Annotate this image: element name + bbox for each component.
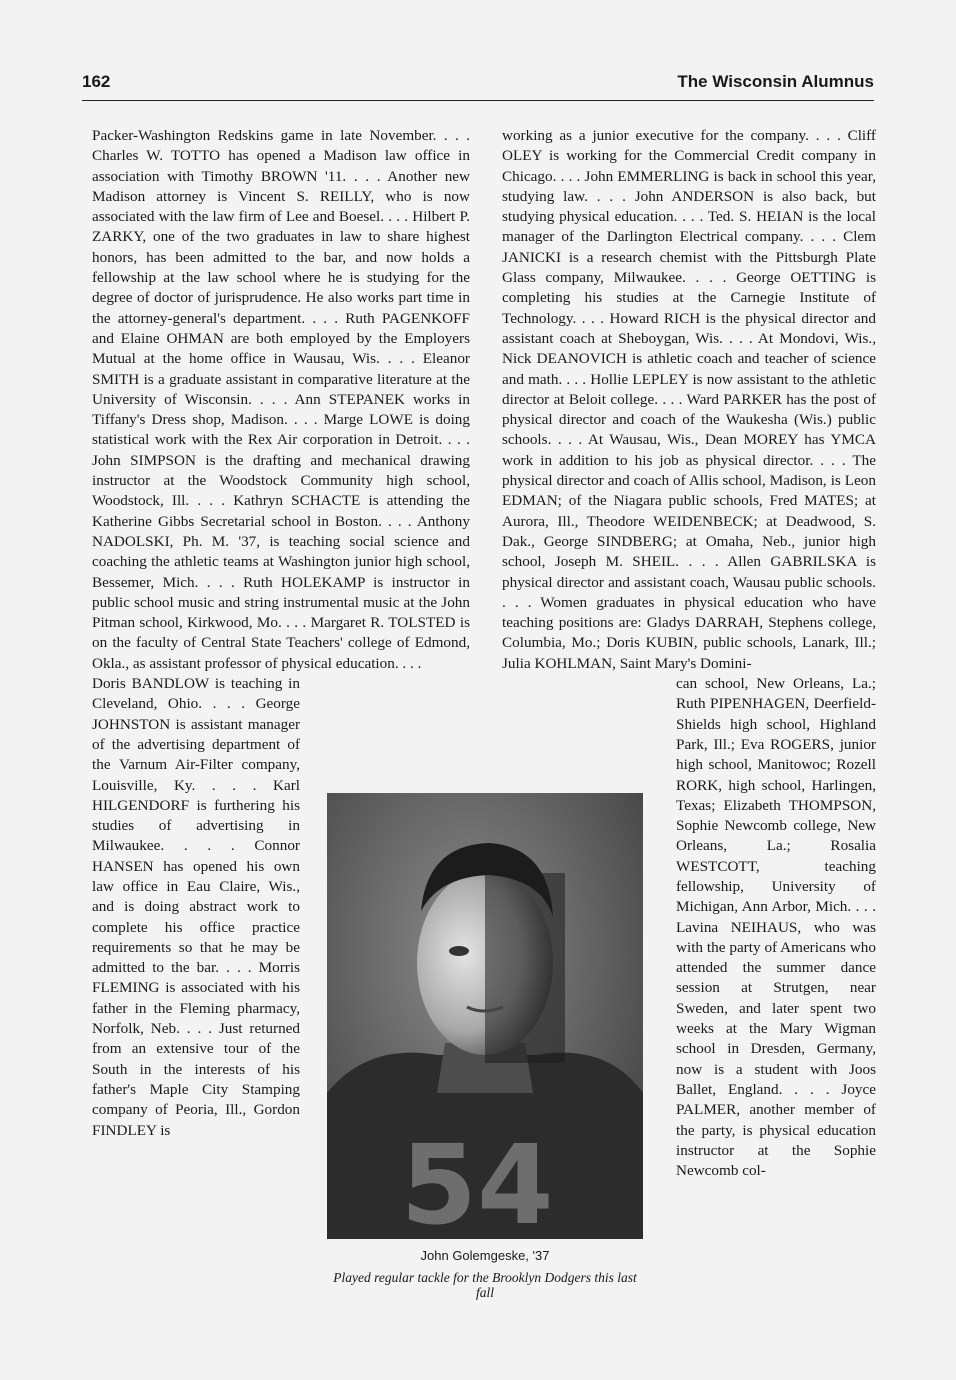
player-portrait-image — [327, 793, 643, 1239]
player-photo — [327, 793, 643, 1239]
photo-caption-name: John Golemgeske, '37 — [420, 1248, 550, 1263]
jersey-number: 54 — [400, 1121, 554, 1239]
page-number: 162 — [82, 72, 111, 91]
photo-caption-description: Played regular tackle for the Brooklyn Dodgers this last fall — [333, 1270, 637, 1300]
page-header — [82, 72, 874, 98]
left-column-lower-text: Doris BANDLOW is teaching in Cleveland, Ohio. . . . George JOHNSTON is assistant manager of the advertising department of the Varnum Air-Filter company, Louisville, Ky. . . . Karl HILGENDORF is furthering his studies of advertising in Milwaukee. . . . Connor HANSEN has opened his own law office in Eau Claire, Wis., and is doing abstract work to complete his office practice requirements so that he may be admitted to the bar. . . . Morris FLEMING is associated with his father in the Fleming pharmacy, Norfolk, Neb. . . . Just returned from an extensive tour of the South in the interests of his father's Maple City Stamping company of Peoria, Ill., Gordon FINDLEY is — [92, 675, 300, 1139]
header-divider — [82, 100, 874, 101]
magazine-title: The Wisconsin Alumnus — [677, 72, 874, 91]
right-column-lower-text: can school, New Orleans, La.; Ruth PIPENHAGEN, Deerfield-Shields high school, Highland Park, Ill.; Eva ROGERS, junior high school, Manitowoc; Rozell RORK, high school, Harlingen, Texas; Elizabeth THOMPSON, Sophie Newcomb college, New Orleans, La.; Rosalia WESTCOTT, teaching fellowship, University of Michigan, Ann Arbor, Mich. . . . Lavina NEIHAUS, who was with the party of Americans who attended the summer dance session at Strutgen, near Sweden, and later spent two weeks at the Mary Wigman school in Dresden, Germany, now is a student with Joos Ballet, England. . . . Joyce PALMER, another member of the party, is physical education instructor at the Sophie Newcomb col- — [676, 675, 876, 1180]
left-column-upper-text: Packer-Washington Redskins game in late November. . . . Charles W. TOTTO has opened a Madison law office in association with Timothy BROWN '11. . . . Another new Madison attorney is Vincent S. REILLY, who is now associated with the law firm of Lee and Boesel. . . . Hilbert P. ZARKY, one of the two graduates in law to share highest honors, has been admitted to the bar, and now holds a fellowship at the law school where he is studying for the degree of doctor of jurisprudence. He also works part time in the attorney-general's department. . . . Ruth PAGENKOFF and Elaine OHMAN are both employed by the Employers Mutual at the home office in Wausau, Wis. . . . Eleanor SMITH is a graduate assistant in comparative literature at the University of Wisconsin. . . . Ann STEPANEK works in Tiffany's Dress shop, Madison. . . . Marge LOWE is doing statistical work with the Rex Air corporation in Detroit. . . . John SIMPSON is the drafting and mechanical drawing instructor at the Woodstock Community high school, Woodstock, Ill. . . . Kathryn SCHACTE is attending the Katherine Gibbs Secretarial school in Boston. . . . Anthony NADOLSKI, Ph. M. '37, is teaching social science and coaching the athletic teams at Washington junior high school, Bessemer, Mich. . . . Ruth HOLEKAMP is instructor in public school music and string instrumental music at the John Pitman school, Kirkwood, Mo. . . . Margaret R. TOLSTED is on the faculty of Central State Teachers' college of Edmond, Okla., as assistant professor of physical education. . . . — [92, 127, 470, 672]
right-column-upper-text: working as a junior executive for the company. . . . Cliff OLEY is working for the Commercial Credit company in Chicago. . . . John EMMERLING is back in school this year, studying law. . . . John ANDERSON is also back, but studying physical education. . . . Ted. S. HEIAN is the local manager of the Darlington Electrical company. . . . Clem JANICKI is a research chemist with the Pittsburgh Plate Glass company, Milwaukee. . . . George OETTING is completing his studies at the Carnegie Institute of Technology. . . . Howard RICH is the physical director and assistant coach at Sheboygan, Wis. . . . At Mondovi, Wis., Nick DEANOVICH is athletic coach and teacher of science and math. . . . Hollie LEPLEY is now assistant to the athletic director at Beloit college. . . . Ward PARKER has the post of physical director and coach of the Waukesha (Wis.) public schools. . . . At Wausau, Wis., Dean MOREY has YMCA work in addition to his job as physical director. . . . The physical director and coach of Allis school, Madison, is Leon EDMAN; of the Niagara public schools, Fred MATES; at Aurora, Ill., Theodore WEIDENBECK; at Deadwood, S. Dak., George SINDBERG; at Omaha, Neb., junior high school, Joseph M. SHEIL. . . . Allen GABRILSKA is physical director and assistant coach, Wausau public schools. . . . Women graduates in physical education who have teaching positions are: Gladys DARRAH, Stephens college, Columbia, Mo.; Doris KUBIN, public schools, Lanark, Ill.; Julia KOHLMAN, Saint Mary's Domini- — [502, 127, 876, 672]
